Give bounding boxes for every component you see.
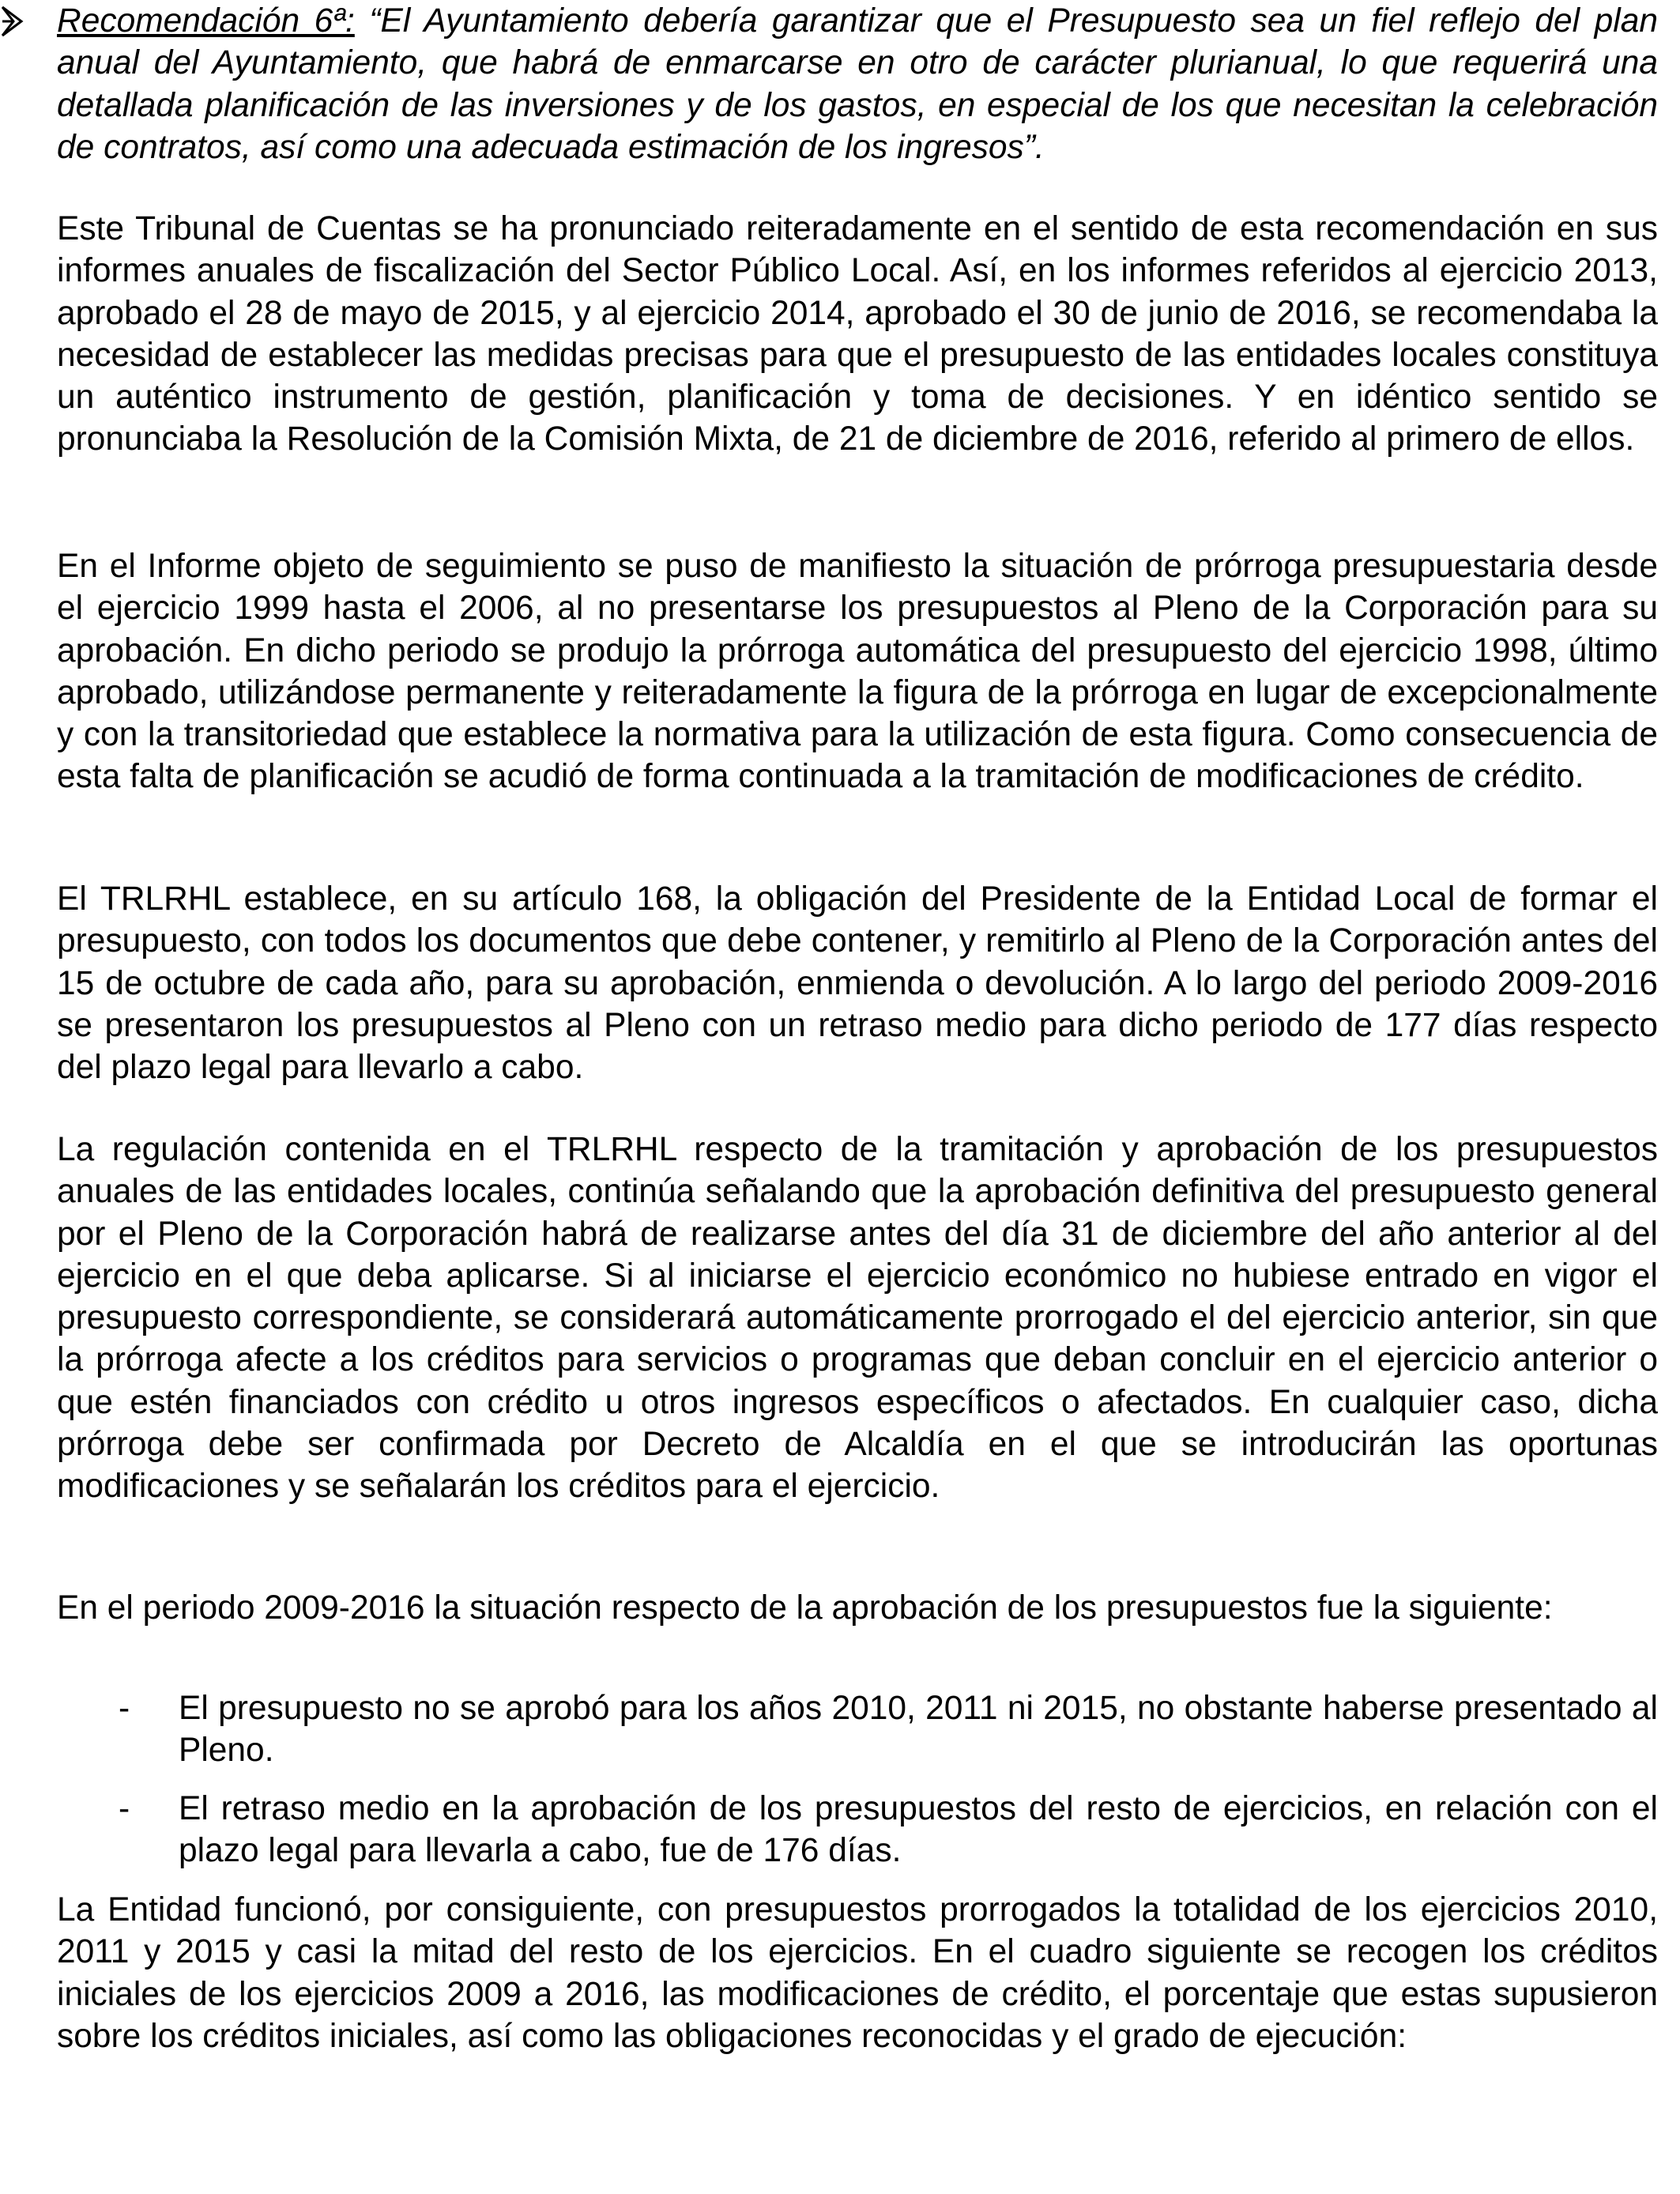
list-dash: - xyxy=(119,1690,130,1727)
recommendation-quote: “El Ayuntamiento debería garantizar que el Presupuesto sea un fiel reflejo del plan anual del Ayuntamiento, que habrá de enmarcarse en otro de carácter plurianual, lo que requerirá una detallada planificación de las inversiones y de los gastos, en especial de los que necesitan la celebración de contratos, así como una adecuada estimación de los ingresos”. xyxy=(57,2,1658,166)
paragraph-trlrhl-168: El TRLRHL establece, en su artículo 168, la obligación del Presidente de la Entidad Local de formar el presupuesto, con todos los documentos que debe contener, y remitirlo al Pleno de la Corporación antes del 15 de octubre de cada año, para su aprobación, enmienda o devolución. A lo largo del periodo 2009-2016 se presentaron los presupuestos al Pleno con un retraso medio para dicho periodo de 177 días respecto del plazo legal para llevarlo a cabo. xyxy=(57,880,1658,1087)
recommendation-block xyxy=(0,0,1680,170)
list-item-text: El presupuesto no se aprobó para los años 2010, 2011 ni 2015, no obstante haberse presentado al Pleno. xyxy=(179,1690,1658,1770)
paragraph-regulacion: La regulación contenida en el TRLRHL respecto de la tramitación y aprobación de los presupuestos anuales de las entidades locales, continúa señalando que la aprobación definitiva del presupuesto general por el Pleno de la Corporación habrá de realizarse antes del día 31 de diciembre del año anterior al del ejercicio en el que deba aplicarse. Si al iniciarse el ejercicio económico no hubiese entrado en vigor el presupuesto correspondiente, se considerará automáticamente prorrogado el del ejercicio anterior, sin que la prórroga afecte a los créditos para servicios o programas que deban concluir en el ejercicio anterior o que estén financiados con crédito u otros ingresos específicos o afectados. En cualquier caso, dicha prórroga debe ser confirmada por Decreto de Alcaldía en el que se introducirán las oportunas modificaciones y se señalarán los créditos para el ejercicio. xyxy=(57,1131,1658,1506)
list-item-text: El retraso medio en la aprobación de los presupuestos del resto de ejercicios, en relación con el plazo legal para llevarla a cabo, fue de 176 días. xyxy=(179,1790,1658,1870)
paragraph-informe: En el Informe objeto de seguimiento se puso de manifiesto la situación de prórroga presupuestaria desde el ejercicio 1999 hasta el 2006, al no presentarse los presupuestos al Pleno de la Corporación para su aprobación. En dicho periodo se produjo la prórroga automática del presupuesto del ejercicio 1998, último aprobado, utilizándose permanente y reiteradamente la figura de la prórroga en lugar de excepcionalmente y con la transitoriedad que establece la normativa para la utilización de esta figura. Como consecuencia de esta falta de planificación se acudió de forma continuada a la tramitación de modificaciones de crédito. xyxy=(57,548,1658,796)
arrow-bullet-icon xyxy=(0,4,24,39)
paragraph-closing: La Entidad funcionó, por consiguiente, con presupuestos prorrogados la totalidad de los ejercicios 2010, 2011 y 2015 y casi la mitad del resto de los ejercicios. En el cuadro siguiente se recogen los créditos iniciales de los ejercicios 2009 a 2016, las modificaciones de crédito, el porcentaje que estas supusieron sobre los créditos iniciales, así como las obligaciones reconocidas y el grado de ejecución: xyxy=(57,1891,1658,2055)
paragraph-periodo: En el periodo 2009-2016 la situación respecto de la aprobación de los presupuestos fue la siguiente: xyxy=(57,1589,1553,1627)
recommendation-text xyxy=(57,0,1658,168)
list-dash: - xyxy=(119,1790,130,1827)
recommendation-label: Recomendación 6ª: xyxy=(57,2,355,40)
paragraph-tribunal: Este Tribunal de Cuentas se ha pronunciado reiteradamente en el sentido de esta recomendación en sus informes anuales de fiscalización del Sector Público Local. Así, en los informes referidos al ejercicio 2013, aprobado el 28 de mayo de 2015, y al ejercicio 2014, aprobado el 30 de junio de 2016, se recomendaba la necesidad de establecer las medidas precisas para que el presupuesto de las entidades locales constituya un auténtico instrumento de gestión, planificación y toma de decisiones. Y en idéntico sentido se pronunciaba la Resolución de la Comisión Mixta, de 21 de diciembre de 2016, referido al primero de ellos. xyxy=(57,210,1658,458)
